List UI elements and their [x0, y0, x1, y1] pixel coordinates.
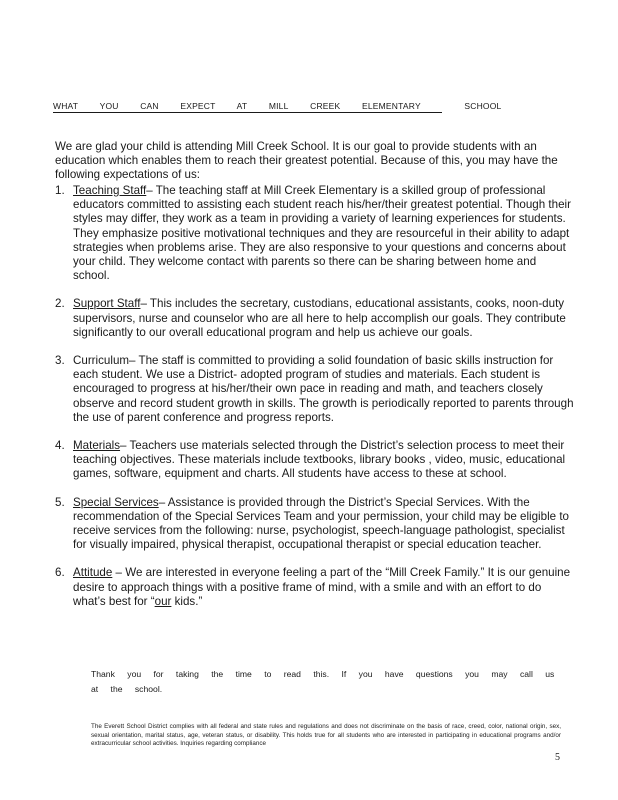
- item-text: – The teaching staff at Mill Creek Elementary is a skilled group of professional educators committed to assisting each student reach his/her/their greatest potential. Though their styles may differ, they work as a team in providing a variety of learning experiences for students. They emphasize positive motivational techniques and they are resourceful in their ability to adapt strategies when problems arise. They are also responsive to your questions and concerns about your child. They welcome contact with parents so there can be sharing between home and school.: [73, 184, 571, 283]
- intro-paragraph: We are glad your child is attending Mill Creek School. It is our goal to provide students with an education which enables them to reach their greatest potential. Because of this, you may have the following expectations of us:: [55, 139, 558, 181]
- item-number: 3.: [55, 354, 65, 368]
- list-item: [55, 496, 575, 553]
- item-number: 4.: [55, 439, 65, 453]
- heading-word: MILL: [268, 101, 289, 111]
- item-title: Teaching Staff: [73, 184, 147, 197]
- item-title: Attitude: [73, 566, 113, 580]
- list-item: [55, 354, 575, 425]
- item-text: – Assistance is provided through the District’s Special Services. With the recommendation of the Special Services Team and your permission, your child may be eligible to receive services from the following: nurse, psychologist, speech-language pathologist, specialist for visually impaired, physical therapist, occupational therapist or special education teacher.: [73, 495, 569, 552]
- heading-word: CREEK: [310, 101, 341, 111]
- page-heading: [53, 101, 502, 113]
- expectations-list: [55, 184, 575, 623]
- heading-word: AT: [236, 101, 248, 111]
- item-number: 2.: [55, 297, 65, 311]
- item-number: 1.: [55, 184, 65, 197]
- list-item: [55, 297, 575, 340]
- heading-word: CAN: [140, 101, 159, 111]
- item-emphasis: our: [154, 594, 172, 608]
- item-number: 5.: [55, 495, 65, 509]
- list-item: [55, 184, 575, 283]
- item-number: 6.: [55, 566, 65, 580]
- list-item: [55, 439, 575, 482]
- closing-note: Thank you for taking the time to read this. If you have questions you may call us at the school.: [91, 668, 555, 694]
- item-text: – The staff is committed to providing a solid foundation of basic skills instruction for each student. We use a District- adopted program of studies and materials. Each student is encouraged to progress at his/her/their own pace in reading and math, and teachers closely observe and record student growth in skills. The growth is periodically reported to parents through the use of parent conference and progress reports.: [73, 354, 574, 424]
- item-text: – We are interested in everyone feeling a part of the “Mill Creek Family.” It is our genuine desire to approach things with a positive frame of mind, with a smile and with an effort to do what’s best for “: [73, 566, 571, 608]
- item-text: kids.”: [171, 594, 203, 608]
- item-text: – This includes the secretary, custodians, educational assistants, cooks, noon-duty supervisors, nurse and counselor who are all here to help accomplish our goals. They contribute significantly to our overall educational program and help us achieve our goals.: [73, 297, 566, 339]
- heading-word: ELEMENTARY: [361, 101, 421, 111]
- heading-word: YOU: [99, 101, 119, 111]
- heading-word: EXPECT: [180, 101, 216, 111]
- item-title: Materials: [73, 439, 121, 453]
- item-title: Curriculum: [73, 354, 130, 368]
- page-number: 5: [555, 752, 560, 763]
- heading-word: WHAT: [53, 101, 79, 111]
- list-item: [55, 566, 575, 609]
- nondiscrimination-notice: The Everett School District complies with all federal and state rules and regulations and does not discriminate on the basis of race, creed, color, national origin, sex, sexual orientation, marital status, age, veteran status, or disability. This holds true for all students who are interested in participating in educational programs and/or extracurricular school activities. Inquiries regarding compliance: [91, 723, 561, 748]
- item-title: Support Staff: [73, 297, 141, 311]
- item-text: – Teachers use materials selected through the District’s selection process to meet their teaching objectives. These materials include textbooks, library books , video, music, educational games, software, equipment and charts. All students have access to these at school.: [73, 439, 566, 481]
- item-title: Special Services: [73, 495, 159, 509]
- heading-word: SCHOOL: [464, 101, 502, 111]
